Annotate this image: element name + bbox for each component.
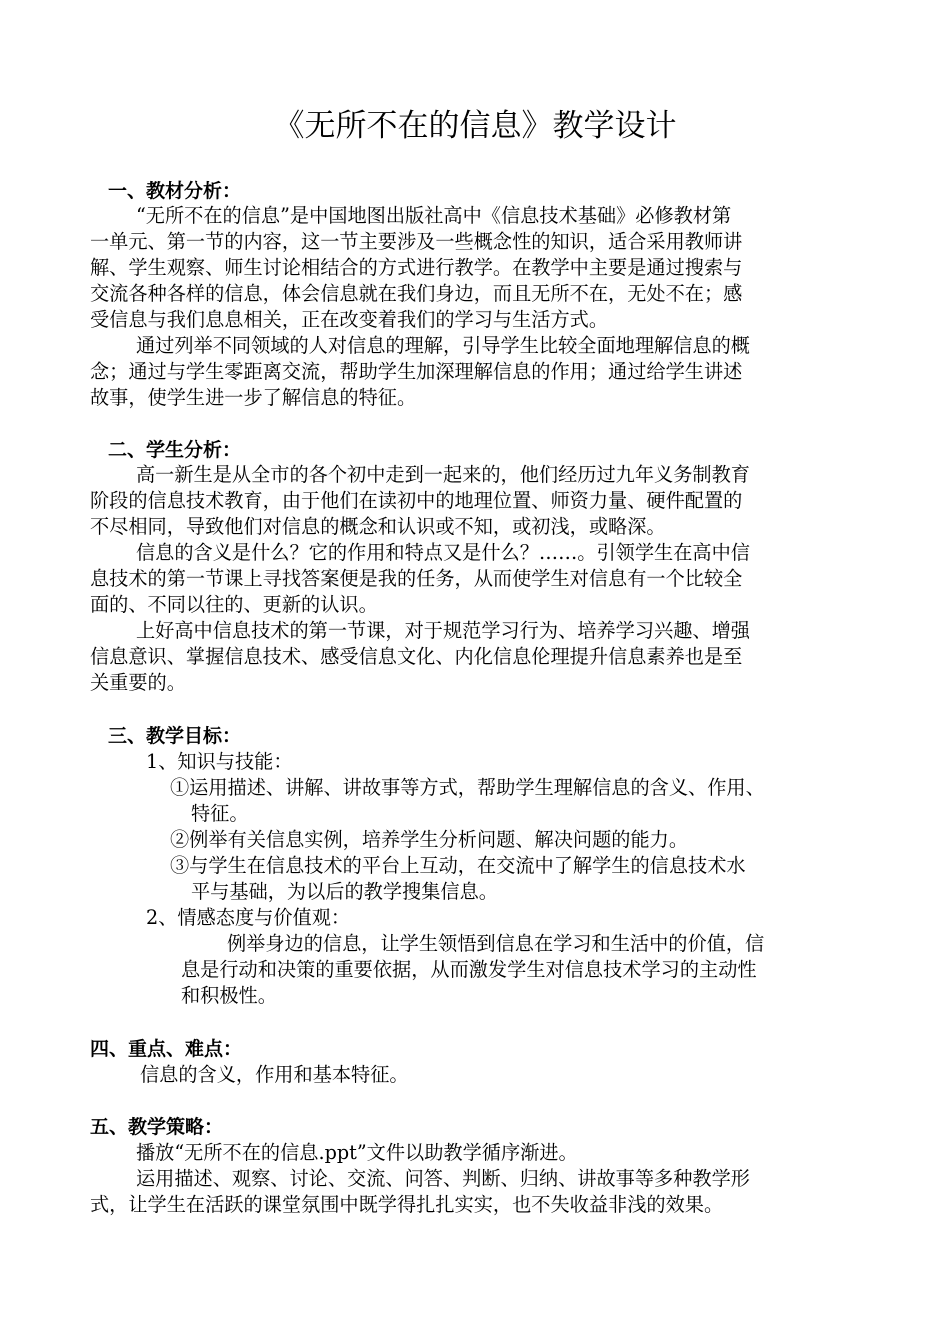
section-4-heading: 四、重点、难点： xyxy=(90,1038,243,1060)
section-2-p2-line3: 面的、不同以往的、更新的认识。 xyxy=(90,593,378,616)
section-2-p3-line3: 关重要的。 xyxy=(90,671,186,694)
section-1-p2-line2: 念；通过与学生零距离交流，帮助学生加深理解信息的作用；通过给学生讲述 xyxy=(90,360,743,383)
document-title: 《无所不在的信息》教学设计 xyxy=(273,108,677,144)
section-3-heading: 三、教学目标： xyxy=(108,725,242,747)
section-3-item2-line1: ②例举有关信息实例，培养学生分析问题、解决问题的能力。 xyxy=(170,828,689,851)
section-4-line1: 信息的含义，作用和基本特征。 xyxy=(140,1063,409,1086)
section-3-item1-line1: ①运用描述、讲解、讲故事等方式，帮助学生理解信息的含义、作用、 xyxy=(170,776,765,799)
section-2-p3-line1: 上好高中信息技术的第一节课，对于规范学习行为、培养学习兴趣、增强 xyxy=(136,619,750,642)
section-5-line2: 运用描述、观察、讨论、交流、问答、判断、归纳、讲故事等多种教学形 xyxy=(136,1167,750,1190)
section-3-item3-line1: ③与学生在信息技术的平台上互动，在交流中了解学生的信息技术水 xyxy=(170,854,746,877)
section-1-heading: 一、教材分析： xyxy=(108,180,242,202)
section-1-p1-line2: 一单元、第一节的内容，这一节主要涉及一些概念性的知识，适合采用教师讲 xyxy=(90,230,743,253)
section-3-sub2-line3: 和积极性。 xyxy=(181,984,277,1007)
section-5-line3: 式，让学生在活跃的课堂氛围中既学得扎扎实实，也不失收益非浅的效果。 xyxy=(90,1193,724,1216)
section-2-p3-line2: 信息意识、掌握信息技术、感受信息文化、内化信息伦理提升信息素养也是至 xyxy=(90,645,743,668)
section-3-sub2: 2、情感态度与价值观： xyxy=(146,906,351,929)
section-3-item3-line2: 平与基础，为以后的教学搜集信息。 xyxy=(191,880,498,903)
section-1-p1-line5: 受信息与我们息息相关，正在改变着我们的学习与生活方式。 xyxy=(90,308,609,331)
section-2-p2-line2: 息技术的第一节课上寻找答案便是我的任务，从而使学生对信息有一个比较全 xyxy=(90,567,743,590)
section-1-p2-line3: 故事，使学生进一步了解信息的特征。 xyxy=(90,386,417,409)
section-1-p1-line4: 交流各种各样的信息，体会信息就在我们身边，而且无所不在，无处不在；感 xyxy=(90,282,743,305)
section-1-p1-line1: “无所不在的信息”是中国地图出版社高中《信息技术基础》必修教材第 xyxy=(136,204,732,227)
section-3-sub1: 1、知识与技能： xyxy=(146,750,293,773)
section-5-line1: 播放“无所不在的信息.ppt”文件以助教学循序渐进。 xyxy=(136,1141,578,1164)
section-3-sub2-line2: 息是行动和决策的重要依据，从而激发学生对信息技术学习的主动性 xyxy=(181,958,757,981)
section-2-heading: 二、学生分析： xyxy=(108,439,242,461)
section-3-sub2-line1: 例举身边的信息，让学生领悟到信息在学习和生活中的价值，信 xyxy=(227,932,765,955)
section-1-p1-line3: 解、学生观察、师生讨论相结合的方式进行教学。在教学中主要是通过搜索与 xyxy=(90,256,743,279)
section-2-p1-line2: 阶段的信息技术教育，由于他们在读初中的地理位置、师资力量、硬件配置的 xyxy=(90,489,743,512)
section-1-p2-line1: 通过列举不同领域的人对信息的理解，引导学生比较全面地理解信息的概 xyxy=(136,334,750,357)
section-2-p1-line1: 高一新生是从全市的各个初中走到一起来的，他们经历过九年义务制教育 xyxy=(136,463,750,486)
section-3-item1-line2: 特征。 xyxy=(191,802,249,825)
section-2-p1-line3: 不尽相同，导致他们对信息的概念和认识或不知，或初浅，或略深。 xyxy=(90,515,666,538)
section-2-p2-line1: 信息的含义是什么？它的作用和特点又是什么？……。引领学生在高中信 xyxy=(136,541,750,564)
section-5-heading: 五、教学策略： xyxy=(90,1116,224,1138)
